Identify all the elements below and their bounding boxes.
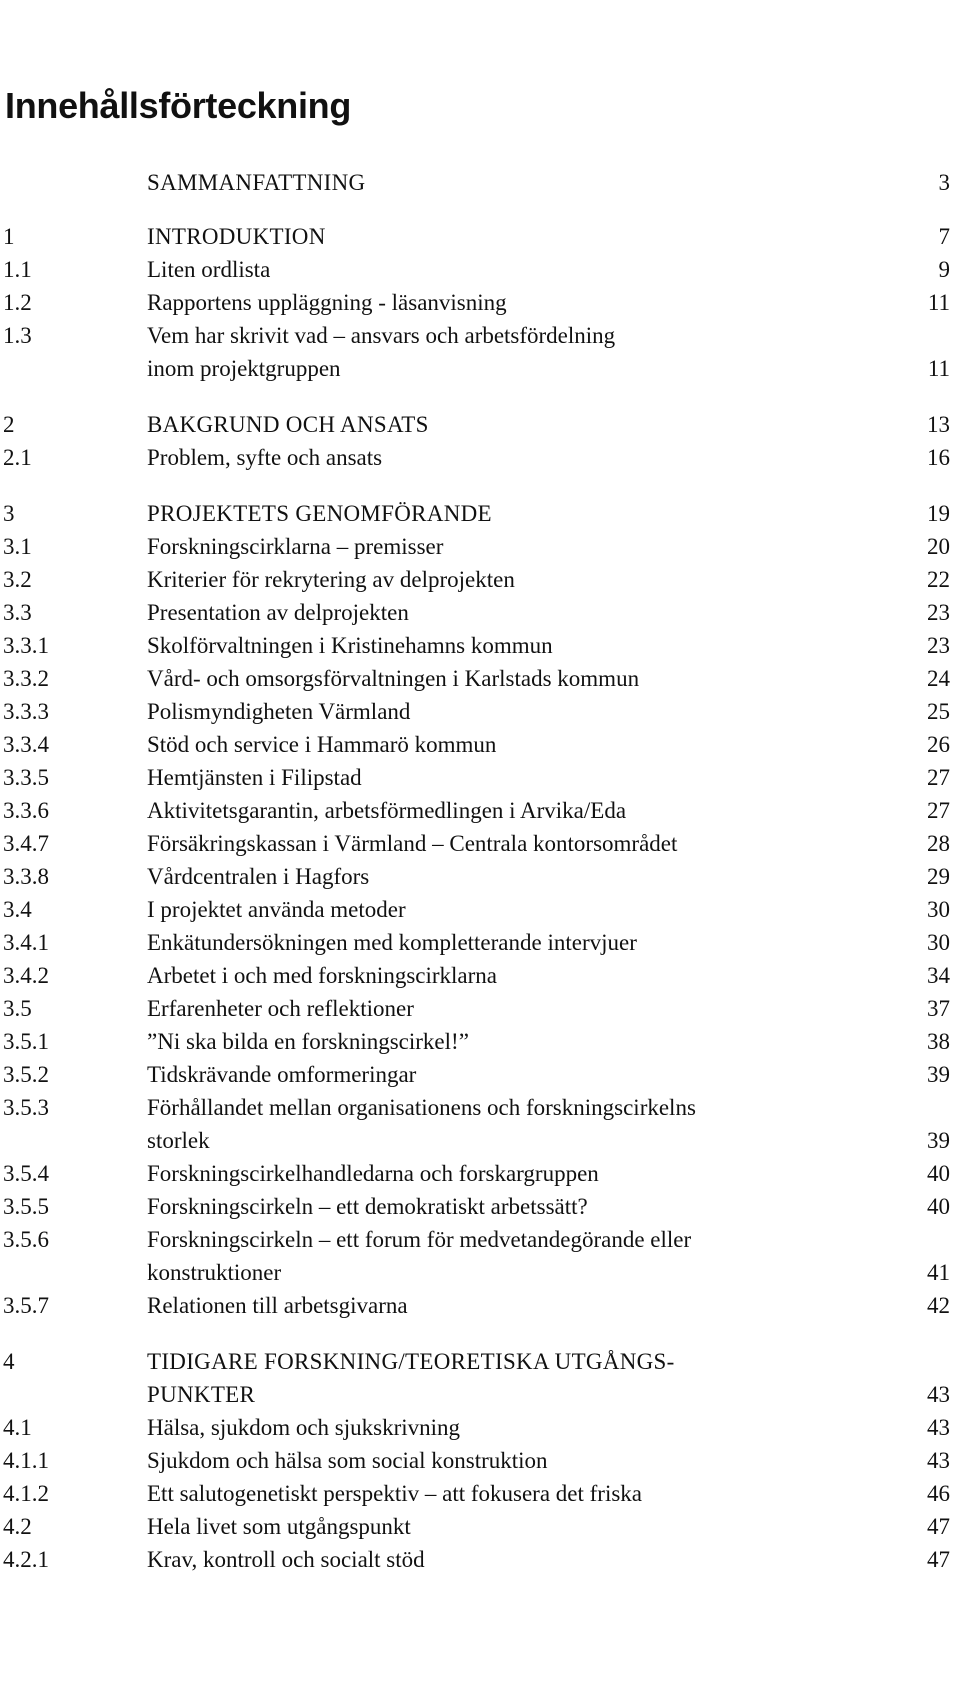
toc-entry-title: Forskningscirkeln – ett demokratiskt arbetssätt? (147, 1194, 588, 1219)
toc-entry[interactable] (0, 442, 960, 474)
toc-entry-page: 27 (927, 798, 950, 823)
toc-entry-page: 43 (927, 1415, 950, 1440)
toc-entry-page: 28 (927, 831, 950, 856)
toc-entry-title: Relationen till arbetsgivarna (147, 1293, 408, 1318)
toc-entry[interactable] (0, 1026, 960, 1058)
toc-entry[interactable] (0, 1544, 960, 1576)
toc-entry-title: Skolförvaltningen i Kristinehamns kommun (147, 633, 553, 658)
toc-entry[interactable] (0, 320, 960, 352)
toc-entry-number: 3.2 (3, 567, 32, 592)
toc-entry[interactable] (0, 1445, 960, 1477)
toc-entry-title: Forskningscirkelhandledarna och forskargruppen (147, 1161, 599, 1186)
toc-entry[interactable] (0, 498, 960, 530)
toc-entry-title: Liten ordlista (147, 257, 271, 282)
toc-entry[interactable] (0, 828, 960, 860)
toc-entry-number: 4.1.1 (3, 1448, 49, 1473)
toc-entry-page: 29 (927, 864, 950, 889)
toc-entry-title: Stöd och service i Hammarö kommun (147, 732, 497, 757)
toc-entry[interactable] (0, 630, 960, 662)
toc-entry[interactable] (0, 1224, 960, 1256)
toc-entry[interactable] (0, 1478, 960, 1510)
toc-entry-page: 42 (927, 1293, 950, 1318)
toc-entry-title: Hemtjänsten i Filipstad (147, 765, 362, 790)
toc-entry-page: 47 (927, 1547, 950, 1572)
toc-entry-number: 2.1 (3, 445, 32, 470)
toc-entry-number: 3.5.3 (3, 1095, 49, 1120)
toc-entry[interactable] (0, 960, 960, 992)
toc-entry[interactable] (0, 353, 960, 385)
toc-entry-number: 3.3.4 (3, 732, 49, 757)
toc-entry-page: 11 (927, 356, 950, 381)
toc-entry-title: TIDIGARE FORSKNING/TEORETISKA UTGÅNGS- (147, 1349, 675, 1374)
toc-entry-title: Vårdcentralen i Hagfors (147, 864, 370, 889)
toc-entry-page: 43 (927, 1448, 950, 1473)
toc-entry[interactable] (0, 1412, 960, 1444)
toc-entry-number: 3.5.2 (3, 1062, 49, 1087)
toc-entry[interactable] (0, 167, 960, 199)
toc-entry-number: 3.3.5 (3, 765, 49, 790)
toc-entry-page: 41 (927, 1260, 950, 1285)
toc-entry[interactable] (0, 1059, 960, 1091)
toc-entry[interactable] (0, 287, 960, 319)
toc-entry-number: 2 (3, 412, 15, 437)
toc-entry[interactable] (0, 1511, 960, 1543)
toc-entry-page: 47 (927, 1514, 950, 1539)
toc-entry[interactable] (0, 762, 960, 794)
toc-entry-number: 3.1 (3, 534, 32, 559)
toc-entry-page: 43 (927, 1382, 950, 1407)
toc-entry-page: 40 (927, 1161, 950, 1186)
toc-entry-number: 1.3 (3, 323, 32, 348)
toc-entry-page: 16 (927, 445, 950, 470)
toc-entry-title: Hälsa, sjukdom och sjukskrivning (147, 1415, 461, 1440)
toc-entry[interactable] (0, 1191, 960, 1223)
toc-entry-number: 3.3.2 (3, 666, 49, 691)
toc-entry-number: 4.2.1 (3, 1547, 49, 1572)
toc-entry-number: 4.2 (3, 1514, 32, 1539)
toc-entry[interactable] (0, 663, 960, 695)
toc-entry[interactable] (0, 597, 960, 629)
toc-entry-number: 3.5.4 (3, 1161, 49, 1186)
toc-entry-number: 3.3.6 (3, 798, 49, 823)
toc-entry-page: 34 (927, 963, 950, 988)
toc-entry-title: INTRODUKTION (147, 224, 326, 249)
toc-entry[interactable] (0, 564, 960, 596)
toc-entry[interactable] (0, 409, 960, 441)
toc-entry-number: 3.5.7 (3, 1293, 49, 1318)
toc-entry[interactable] (0, 1257, 960, 1289)
toc-entry-page: 26 (927, 732, 950, 757)
toc-entry-page: 23 (927, 600, 950, 625)
toc-entry-title: Tidskrävande omformeringar (147, 1062, 417, 1087)
toc-entry-title: Försäkringskassan i Värmland – Centrala kontorsområdet (147, 831, 678, 856)
page-title: Innehållsförteckning (5, 85, 352, 126)
toc-entry-page: 25 (927, 699, 950, 724)
toc-entry-number: 3.4.7 (3, 831, 49, 856)
toc-entry-title: I projektet använda metoder (147, 897, 406, 922)
toc-entry[interactable] (0, 1092, 960, 1124)
toc-entry-number: 1.1 (3, 257, 32, 282)
toc-entry-title: Problem, syfte och ansats (147, 445, 383, 470)
toc-entry-page: 7 (938, 224, 950, 249)
toc-entry[interactable] (0, 221, 960, 253)
toc-entry-page: 13 (927, 412, 950, 437)
toc-entry-number: 4 (3, 1349, 15, 1374)
toc-entry-number: 3 (3, 501, 15, 526)
toc-entry-number: 3.5.5 (3, 1194, 49, 1219)
toc-entry[interactable] (0, 795, 960, 827)
toc-entry-title: PROJEKTETS GENOMFÖRANDE (147, 501, 492, 526)
toc-entry[interactable] (0, 531, 960, 563)
toc-entry-page: 23 (927, 633, 950, 658)
toc-entry-title: storlek (147, 1128, 210, 1153)
toc-entry-page: 40 (927, 1194, 950, 1219)
toc-entry-title: Presentation av delprojekten (147, 600, 409, 625)
toc-entry-page: 46 (927, 1481, 950, 1506)
toc-entry-number: 1.2 (3, 290, 32, 315)
toc-entry-number: 3.5.1 (3, 1029, 49, 1054)
toc-entry-title: konstruktioner (147, 1260, 282, 1285)
toc-entry-number: 3.4.1 (3, 930, 49, 955)
toc-entry-number: 3.4.2 (3, 963, 49, 988)
toc-entry-title: Vem har skrivit vad – ansvars och arbetsfördelning (147, 323, 616, 348)
toc-entry-title: Erfarenheter och reflektioner (147, 996, 414, 1021)
toc-entry-page: 24 (927, 666, 950, 691)
toc-entry-page: 11 (927, 290, 950, 315)
toc-entry-page: 22 (927, 567, 950, 592)
toc-entry-title: Polismyndigheten Värmland (147, 699, 411, 724)
toc-entry-number: 4.1 (3, 1415, 32, 1440)
toc-entry-page: 9 (938, 257, 950, 282)
toc-entry-page: 37 (927, 996, 950, 1021)
toc-entry[interactable] (0, 861, 960, 893)
toc-entry[interactable] (0, 1158, 960, 1190)
toc-entry[interactable] (0, 894, 960, 926)
toc-entry-page: 39 (927, 1062, 950, 1087)
toc-entry-title: BAKGRUND OCH ANSATS (147, 412, 429, 437)
toc-entry-page: 27 (927, 765, 950, 790)
toc-entry-number: 3.4 (3, 897, 32, 922)
toc-entry[interactable] (0, 696, 960, 728)
toc-entry-page: 30 (927, 930, 950, 955)
toc-entry-title: Sjukdom och hälsa som social konstruktion (147, 1448, 548, 1473)
toc-entry-title: inom projektgruppen (147, 356, 341, 381)
toc-entry-page: 30 (927, 897, 950, 922)
toc-entry[interactable] (0, 1125, 960, 1157)
toc-entry[interactable] (0, 1379, 960, 1411)
toc-entry-page: 3 (938, 170, 950, 195)
toc-entry-page: 39 (927, 1128, 950, 1153)
toc-entry-title: Forskningscirklarna – premisser (147, 534, 444, 559)
toc-entry-page: 38 (927, 1029, 950, 1054)
toc-entry-number: 3.3.8 (3, 864, 49, 889)
toc-entry-number: 3.5 (3, 996, 32, 1021)
toc-entry-title: Enkätundersökningen med kompletterande intervjuer (147, 930, 637, 955)
toc-entry[interactable] (0, 1290, 960, 1322)
toc-entry[interactable] (0, 993, 960, 1025)
toc-entry-number: 4.1.2 (3, 1481, 49, 1506)
toc-entry[interactable] (0, 254, 960, 286)
toc-entry-page: 20 (927, 534, 950, 559)
toc-entry-title: Arbetet i och med forskningscirklarna (147, 963, 497, 988)
toc-entry-number: 1 (3, 224, 15, 249)
toc-entry-title: Forskningscirkeln – ett forum för medvetandegörande eller (147, 1227, 692, 1252)
toc-entry-page: 19 (927, 501, 950, 526)
toc-entry-number: 3.5.6 (3, 1227, 49, 1252)
toc-entry[interactable] (0, 729, 960, 761)
toc-entry-title: PUNKTER (147, 1382, 256, 1407)
toc-entry-title: Aktivitetsgarantin, arbetsförmedlingen i Arvika/Eda (147, 798, 627, 823)
toc-entry[interactable] (0, 927, 960, 959)
toc-entry[interactable] (0, 1346, 960, 1378)
toc-entry-title: SAMMANFATTNING (147, 170, 366, 195)
toc-entry-number: 3.3 (3, 600, 32, 625)
toc-entry-title: Rapportens uppläggning - läsanvisning (147, 290, 507, 315)
toc-entry-number: 3.3.3 (3, 699, 49, 724)
toc-entry-title: Vård- och omsorgsförvaltningen i Karlstads kommun (147, 666, 640, 691)
toc-entry-title: Kriterier för rekrytering av delprojekten (147, 567, 515, 592)
toc-entry-title: Krav, kontroll och socialt stöd (147, 1547, 425, 1572)
toc-entry-title: Förhållandet mellan organisationens och forskningscirkelns (147, 1095, 696, 1120)
toc-entry-title: ”Ni ska bilda en forskningscirkel!” (147, 1029, 469, 1054)
toc-entry-title: Ett salutogenetiskt perspektiv – att fokusera det friska (147, 1481, 643, 1506)
toc-entry-title: Hela livet som utgångspunkt (147, 1514, 411, 1539)
toc-entry-number: 3.3.1 (3, 633, 49, 658)
